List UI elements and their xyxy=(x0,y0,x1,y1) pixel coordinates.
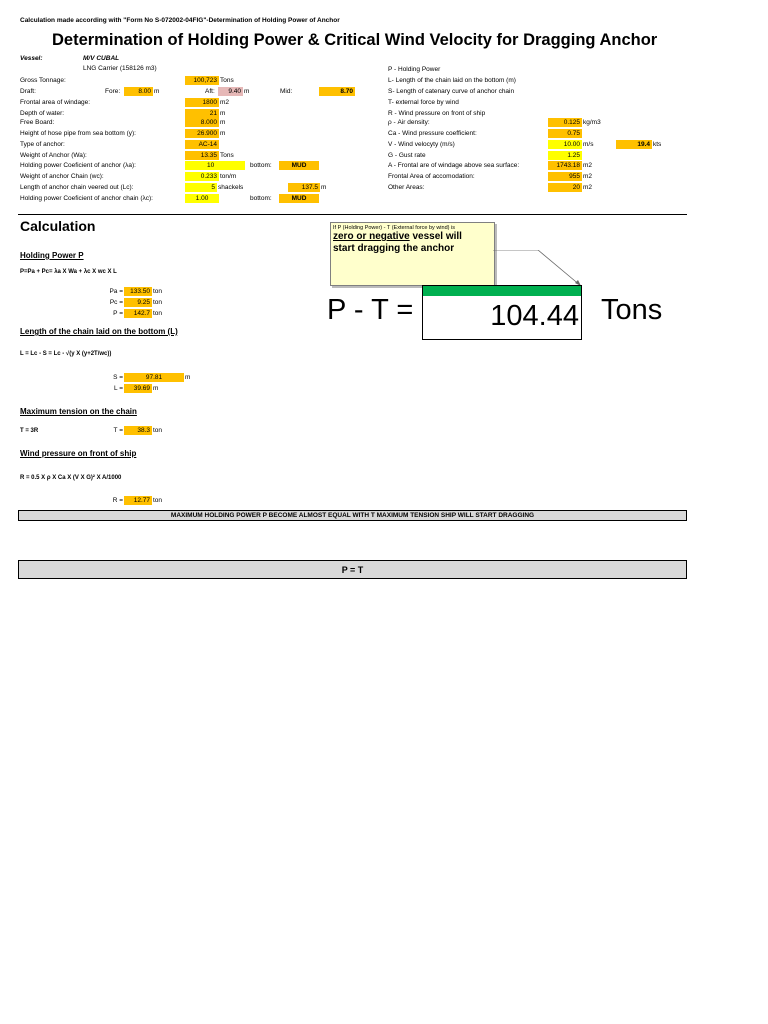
draft-fore-value[interactable]: 8.00 xyxy=(124,87,153,96)
l-value: 39.69 xyxy=(124,384,152,393)
draft-aft-value[interactable]: 9.40 xyxy=(218,87,243,96)
input-label: G - Gust rate xyxy=(388,152,426,159)
status-bar-green xyxy=(423,286,581,296)
wind-pressure-formula: R = 0.5 X ρ X Ca X (V X G)² X A/1000 xyxy=(20,475,122,481)
input-label: Weight of Anchor (Wa): xyxy=(20,152,87,159)
chain-coef-value[interactable]: 1.00 xyxy=(185,194,219,203)
calc-unit: m xyxy=(153,385,159,392)
page-title: Determination of Holding Power & Critical Wind Velocity for Dragging Anchor xyxy=(52,31,658,49)
wind-velocity-value[interactable]: 10.00 xyxy=(548,140,582,149)
vessel-type: LNG Carrier (158126 m3) xyxy=(83,65,157,72)
holding-power-heading: Holding Power P xyxy=(20,251,84,260)
anchor-coef-value[interactable]: 10 xyxy=(185,161,245,170)
note-text-2: start dragging the anchor xyxy=(333,243,455,254)
input-label: Length of anchor chain veered out (Lc): xyxy=(20,184,134,191)
calc-unit: ton xyxy=(153,427,163,434)
calc-label: S = xyxy=(113,374,123,381)
calc-unit: m xyxy=(185,374,191,381)
input-label: Other Areas: xyxy=(388,184,425,191)
chain-length-formula: L = Lc - S = Lc - √(y X (y+2T/wc)) xyxy=(20,351,112,357)
windage-area-value[interactable]: 1743.18 xyxy=(548,161,582,170)
input-label: A - Frontal are of windage above sea surface: xyxy=(388,162,520,169)
legend-item: L- Length of the chain laid on the bottom (m) xyxy=(388,77,516,84)
draft-fore-unit: m xyxy=(154,88,160,95)
bottom-label: bottom: xyxy=(250,162,272,169)
draft-aft-unit: m xyxy=(244,88,250,95)
vessel-name: M/V CUBAL xyxy=(83,55,120,62)
input-label: ρ - Air density: xyxy=(388,119,430,126)
s-value: 97.81 xyxy=(124,373,184,382)
input-label: Type of anchor: xyxy=(20,141,65,148)
legend-item: S- Length of catenary curve of anchor chain xyxy=(388,88,515,95)
tension-heading: Maximum tension on the chain xyxy=(20,407,137,416)
input-unit: m2 xyxy=(583,162,593,169)
chain-length-m-unit: m xyxy=(321,184,327,191)
anchor-weight-value[interactable]: 13.35 xyxy=(185,151,219,160)
calc-label: T = xyxy=(113,427,123,434)
air-density-value[interactable]: 0.125 xyxy=(548,118,582,127)
input-unit: m2 xyxy=(583,173,593,180)
input-unit: kg/m3 xyxy=(583,119,601,126)
calc-unit: ton xyxy=(153,310,163,317)
input-label: Gross Tonnage: xyxy=(20,77,66,84)
input-label: Holding power Coeficient of anchor chain (λc): xyxy=(20,195,153,202)
input-label: Depth of water: xyxy=(20,110,65,117)
input-label: V - Wind velocyty (m/s) xyxy=(388,141,455,148)
r-value: 12.77 xyxy=(124,496,152,505)
legend-item: T- external force by wind xyxy=(388,99,459,106)
calc-label: Pa = xyxy=(109,288,123,295)
input-label: Ca - Wind pressure coefficient: xyxy=(388,130,477,137)
input-label: Draft: xyxy=(20,88,36,95)
input-unit: m xyxy=(220,110,226,117)
result-box xyxy=(422,285,582,340)
gross-tonnage-value[interactable]: 100,723 xyxy=(185,76,219,85)
anchor-bottom-value[interactable]: MUD xyxy=(279,161,319,170)
pa-value: 133.50 xyxy=(124,287,152,296)
wind-pressure-heading: Wind pressure on front of ship xyxy=(20,449,137,458)
other-areas-value[interactable]: 20 xyxy=(548,183,582,192)
input-unit: Tons xyxy=(220,77,234,84)
section-divider xyxy=(18,214,687,215)
legend-item: P - Holding Power xyxy=(388,66,441,73)
note-text-1: vessel will xyxy=(409,231,462,242)
equilibrium-banner: P = T xyxy=(18,560,687,579)
vessel-label: Vessel: xyxy=(20,55,43,62)
calc-unit: ton xyxy=(153,288,163,295)
calc-label: L = xyxy=(114,385,123,392)
chain-length-value[interactable]: 5 xyxy=(185,183,217,192)
draft-mid-label: Mid: xyxy=(280,88,293,95)
draft-mid-value[interactable]: 8.70 xyxy=(319,87,355,96)
gust-rate-value[interactable]: 1.25 xyxy=(548,151,582,160)
input-unit: m xyxy=(220,130,226,137)
input-unit: shackels xyxy=(218,184,244,191)
calc-label: R = xyxy=(112,497,123,504)
depth-value[interactable]: 21 xyxy=(185,109,219,118)
calculation-heading: Calculation xyxy=(20,218,96,234)
t-value: 38.3 xyxy=(124,426,152,435)
input-label: Frontal Area of accomodation: xyxy=(388,173,475,180)
input-label: Height of hose pipe from sea bottom (y): xyxy=(20,130,136,137)
chain-weight-value[interactable]: 0.233 xyxy=(185,172,219,181)
input-unit: Tons xyxy=(220,152,234,159)
anchor-type-value[interactable]: AC-14 xyxy=(185,140,219,149)
freeboard-value[interactable]: 8.000 xyxy=(185,118,219,127)
result-unit: Tons xyxy=(601,294,663,326)
input-label: Frontal area of windage: xyxy=(20,99,91,106)
note-emphasis: zero or negative xyxy=(333,231,410,242)
calc-unit: ton xyxy=(153,299,163,306)
bottom-label: bottom: xyxy=(250,195,272,202)
dragging-note-box xyxy=(330,222,495,286)
input-unit: m2 xyxy=(583,184,593,191)
draft-fore-label: Fore: xyxy=(105,88,121,95)
holding-power-formula: P=Pa + Pc= λa X Wa + λc X wc X L xyxy=(20,269,117,275)
wind-coef-value[interactable]: 0.75 xyxy=(548,129,582,138)
calc-label: Pc = xyxy=(109,299,123,306)
pc-value: 9.25 xyxy=(124,298,152,307)
draft-aft-label: Aft: xyxy=(205,88,215,95)
frontal-area-value[interactable]: 1800 xyxy=(185,98,219,107)
legend-item: R - Wind pressure on front of ship xyxy=(388,110,486,117)
calc-unit: ton xyxy=(153,497,163,504)
p-value: 142.7 xyxy=(124,309,152,318)
input-unit: ton/m xyxy=(220,173,237,180)
input-label: Free Board: xyxy=(20,119,55,126)
chain-bottom-value[interactable]: MUD xyxy=(279,194,319,203)
dragging-warning-banner: MAXIMUM HOLDING POWER P BECOME ALMOST EQUAL WITH T MAXIMUM TENSION SHIP WILL START DRAGGING xyxy=(18,510,687,521)
form-reference-note: Calculation made according with "Form No S-072002-04FIG"-Determination of Holding Power of Anchor xyxy=(20,17,340,24)
result-value: 104.44 xyxy=(490,300,579,332)
hose-height-value[interactable]: 26.900 xyxy=(185,129,219,138)
chain-length-m-value[interactable]: 137.5 xyxy=(288,183,320,192)
accommodation-area-value[interactable]: 955 xyxy=(548,172,582,181)
calc-label: P = xyxy=(113,310,123,317)
note-small-text: If P (Holding Power) - T (External force by wind) is xyxy=(333,225,455,231)
input-unit: m2 xyxy=(220,99,230,106)
tension-formula: T = 3R xyxy=(20,428,39,434)
input-label: Weight of anchor Chain (wc): xyxy=(20,173,104,180)
input-label: Holding power Coeficient of anchor (λa): xyxy=(20,162,136,169)
input-unit: m xyxy=(220,119,226,126)
wind-knots-unit: kts xyxy=(653,141,662,148)
result-label: P - T = xyxy=(327,294,414,326)
input-unit: m/s xyxy=(583,141,594,148)
chain-length-heading: Length of the chain laid on the bottom (L) xyxy=(20,327,178,336)
wind-knots-value[interactable]: 19.4 xyxy=(616,140,652,149)
note-connector-line xyxy=(493,250,585,290)
